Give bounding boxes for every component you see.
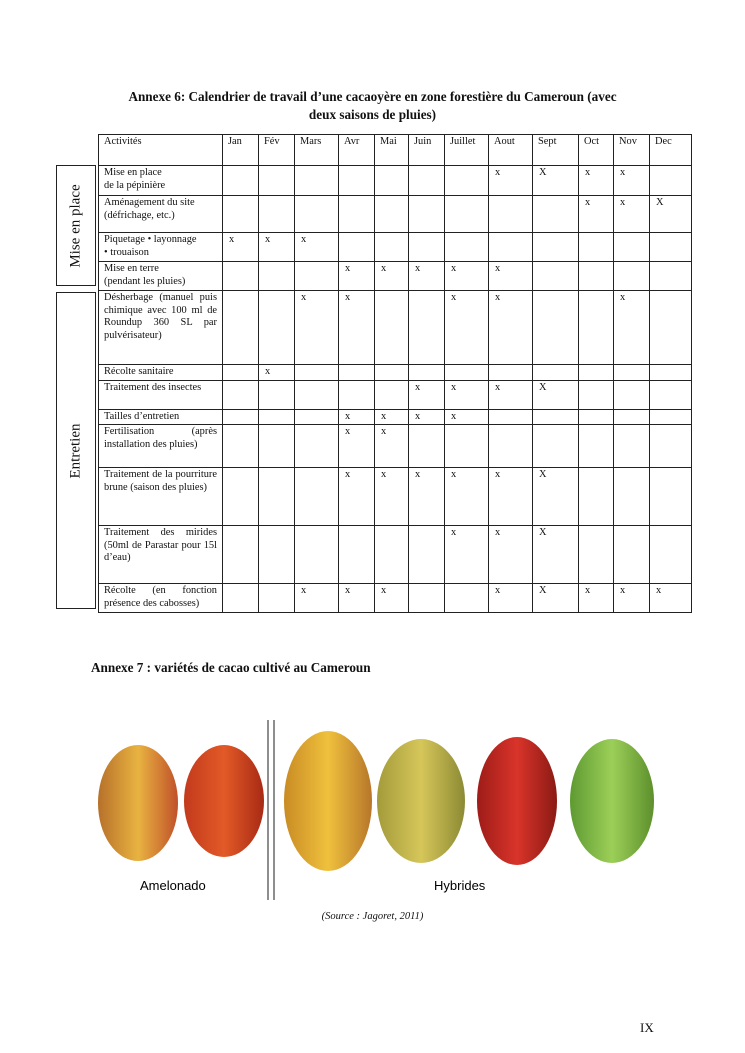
- month-mark-cell: [579, 409, 614, 425]
- month-mark-cell: x: [295, 291, 339, 365]
- month-mark-cell: [445, 233, 489, 262]
- month-mark-cell: [295, 425, 339, 468]
- month-mark-cell: [579, 425, 614, 468]
- table-header-row: [99, 135, 692, 166]
- month-mark-cell: [614, 409, 650, 425]
- month-mark-cell: [579, 468, 614, 526]
- header-activities: Activités: [99, 135, 223, 166]
- activity-cell: Récolte (en fonction présence des cabosses): [99, 584, 223, 613]
- month-mark-cell: [259, 584, 295, 613]
- table-row: [99, 380, 692, 409]
- table-row: [99, 425, 692, 468]
- table-row: [99, 233, 692, 262]
- month-mark-cell: x: [614, 196, 650, 233]
- month-mark-cell: [223, 409, 259, 425]
- annexe6-title-line2: deux saisons de pluies): [308, 107, 437, 122]
- month-mark-cell: [375, 196, 409, 233]
- month-mark-cell: [489, 365, 533, 381]
- group-label: Mise en place: [67, 183, 84, 268]
- month-mark-cell: [614, 262, 650, 291]
- month-mark-cell: [579, 233, 614, 262]
- month-mark-cell: x: [375, 262, 409, 291]
- month-mark-cell: [223, 196, 259, 233]
- month-mark-cell: [579, 526, 614, 584]
- month-mark-cell: [259, 380, 295, 409]
- month-mark-cell: [375, 166, 409, 196]
- month-mark-cell: x: [489, 262, 533, 291]
- month-mark-cell: x: [650, 584, 692, 613]
- group-entretien: [56, 292, 96, 609]
- month-mark-cell: x: [445, 526, 489, 584]
- month-mark-cell: X: [533, 526, 579, 584]
- month-mark-cell: X: [650, 196, 692, 233]
- month-mark-cell: [614, 365, 650, 381]
- month-mark-cell: [650, 233, 692, 262]
- annexe6-title: [60, 88, 685, 124]
- month-mark-cell: [259, 166, 295, 196]
- month-mark-cell: [339, 196, 375, 233]
- month-mark-cell: [533, 409, 579, 425]
- month-mark-cell: x: [223, 233, 259, 262]
- month-mark-cell: [409, 233, 445, 262]
- month-mark-cell: [489, 409, 533, 425]
- month-mark-cell: x: [339, 291, 375, 365]
- month-mark-cell: x: [489, 526, 533, 584]
- table-row: [99, 196, 692, 233]
- month-mark-cell: [650, 425, 692, 468]
- activity-cell: Tailles d’entretien: [99, 409, 223, 425]
- work-calendar-table: [98, 134, 692, 613]
- month-mark-cell: [339, 166, 375, 196]
- header-month: Aout: [489, 135, 533, 166]
- month-mark-cell: [650, 380, 692, 409]
- month-mark-cell: [375, 291, 409, 365]
- month-mark-cell: [650, 291, 692, 365]
- header-month: Avr: [339, 135, 375, 166]
- month-mark-cell: x: [614, 291, 650, 365]
- table-row: [99, 291, 692, 365]
- month-mark-cell: [295, 526, 339, 584]
- activity-cell: Traitement des mirides (50ml de Parastar pour 15l d’eau): [99, 526, 223, 584]
- month-mark-cell: x: [295, 233, 339, 262]
- month-mark-cell: x: [409, 468, 445, 526]
- amelonado-label: Amelonado: [140, 878, 206, 893]
- month-mark-cell: [223, 468, 259, 526]
- month-mark-cell: [614, 468, 650, 526]
- month-mark-cell: [489, 425, 533, 468]
- month-mark-cell: [579, 291, 614, 365]
- month-mark-cell: [579, 380, 614, 409]
- month-mark-cell: [533, 365, 579, 381]
- hybrid-pod-icon: [570, 739, 654, 863]
- month-mark-cell: [445, 584, 489, 613]
- month-mark-cell: [614, 425, 650, 468]
- source-caption: (Source : Jagoret, 2011): [321, 911, 424, 922]
- month-mark-cell: [445, 196, 489, 233]
- month-mark-cell: [614, 380, 650, 409]
- month-mark-cell: [295, 196, 339, 233]
- header-month: Juillet: [445, 135, 489, 166]
- hybrides-label: Hybrides: [434, 878, 486, 893]
- month-mark-cell: [650, 526, 692, 584]
- month-mark-cell: [445, 425, 489, 468]
- month-mark-cell: [650, 409, 692, 425]
- month-mark-cell: [409, 166, 445, 196]
- month-mark-cell: X: [533, 166, 579, 196]
- month-mark-cell: [375, 233, 409, 262]
- month-mark-cell: X: [533, 584, 579, 613]
- month-mark-cell: [533, 262, 579, 291]
- month-mark-cell: X: [533, 380, 579, 409]
- month-mark-cell: [259, 526, 295, 584]
- month-mark-cell: x: [409, 409, 445, 425]
- activity-cell: Récolte sanitaire: [99, 365, 223, 381]
- month-mark-cell: [409, 291, 445, 365]
- month-mark-cell: [259, 291, 295, 365]
- table-row: [99, 365, 692, 381]
- month-mark-cell: x: [445, 409, 489, 425]
- hybrid-pod-icon: [477, 737, 557, 865]
- month-mark-cell: x: [339, 409, 375, 425]
- month-mark-cell: [295, 262, 339, 291]
- month-mark-cell: x: [339, 262, 375, 291]
- month-mark-cell: [409, 584, 445, 613]
- month-mark-cell: [489, 196, 533, 233]
- header-month: Mars: [295, 135, 339, 166]
- month-mark-cell: [223, 166, 259, 196]
- table-row: [99, 409, 692, 425]
- month-mark-cell: [409, 196, 445, 233]
- hybrid-pod-icon: [377, 739, 465, 863]
- page-number: IX: [640, 1020, 654, 1035]
- month-mark-cell: [295, 365, 339, 381]
- month-mark-cell: x: [375, 425, 409, 468]
- month-mark-cell: [223, 425, 259, 468]
- table-row: [99, 468, 692, 526]
- activity-cell: Traitement des insectes: [99, 380, 223, 409]
- month-mark-cell: x: [409, 262, 445, 291]
- month-mark-cell: [375, 365, 409, 381]
- month-mark-cell: [533, 233, 579, 262]
- month-mark-cell: [339, 526, 375, 584]
- month-mark-cell: [445, 166, 489, 196]
- month-mark-cell: [259, 425, 295, 468]
- table-row: [99, 584, 692, 613]
- month-mark-cell: [223, 365, 259, 381]
- month-mark-cell: x: [489, 468, 533, 526]
- month-mark-cell: [223, 262, 259, 291]
- month-mark-cell: [223, 584, 259, 613]
- activity-cell: Mise en place de la pépinière: [99, 166, 223, 196]
- month-mark-cell: [579, 262, 614, 291]
- month-mark-cell: x: [259, 233, 295, 262]
- month-mark-cell: x: [445, 262, 489, 291]
- activity-cell: Désherbage (manuel puis chimique avec 100 ml de Roundup 360 SL par pulvérisateur): [99, 291, 223, 365]
- month-mark-cell: [650, 166, 692, 196]
- month-mark-cell: [259, 468, 295, 526]
- month-mark-cell: [614, 526, 650, 584]
- month-mark-cell: x: [295, 584, 339, 613]
- month-mark-cell: x: [489, 166, 533, 196]
- activity-cell: Fertilisation (après installation des pluies): [99, 425, 223, 468]
- month-mark-cell: [650, 262, 692, 291]
- month-mark-cell: [339, 380, 375, 409]
- month-mark-cell: x: [339, 584, 375, 613]
- month-mark-cell: [579, 365, 614, 381]
- month-mark-cell: x: [614, 584, 650, 613]
- month-mark-cell: [339, 365, 375, 381]
- header-month: Juin: [409, 135, 445, 166]
- month-mark-cell: [533, 425, 579, 468]
- month-mark-cell: [614, 233, 650, 262]
- annexe6-title-line1: Annexe 6: Calendrier de travail d’une cacaoyère en zone forestière du Cameroun (avec: [128, 89, 617, 104]
- activity-cell: Piquetage • layonnage • trouaison: [99, 233, 223, 262]
- header-month: Nov: [614, 135, 650, 166]
- month-mark-cell: x: [339, 425, 375, 468]
- amelonado-pod-icon: [98, 745, 178, 861]
- month-mark-cell: x: [445, 468, 489, 526]
- table-row: [99, 262, 692, 291]
- month-mark-cell: x: [375, 584, 409, 613]
- month-mark-cell: [489, 233, 533, 262]
- header-month: Dec: [650, 135, 692, 166]
- month-mark-cell: [223, 526, 259, 584]
- month-mark-cell: x: [409, 380, 445, 409]
- month-mark-cell: x: [339, 468, 375, 526]
- group-label: Entretien: [67, 423, 84, 478]
- month-mark-cell: [650, 468, 692, 526]
- table-row: [99, 526, 692, 584]
- hybrid-pod-icon: [284, 731, 372, 871]
- month-mark-cell: x: [614, 166, 650, 196]
- month-mark-cell: [445, 365, 489, 381]
- month-mark-cell: [259, 409, 295, 425]
- table-row: [99, 166, 692, 196]
- month-mark-cell: [339, 233, 375, 262]
- header-month: Oct: [579, 135, 614, 166]
- month-mark-cell: x: [489, 584, 533, 613]
- month-mark-cell: [409, 526, 445, 584]
- month-mark-cell: [375, 380, 409, 409]
- month-mark-cell: [295, 166, 339, 196]
- month-mark-cell: [223, 291, 259, 365]
- cocoa-varieties-photo: [92, 715, 662, 905]
- header-month: Sept: [533, 135, 579, 166]
- annexe7-title: Annexe 7 : variétés de cacao cultivé au Cameroun: [91, 660, 371, 675]
- month-mark-cell: x: [489, 380, 533, 409]
- month-mark-cell: x: [445, 380, 489, 409]
- month-mark-cell: x: [445, 291, 489, 365]
- month-mark-cell: x: [259, 365, 295, 381]
- header-month: Mai: [375, 135, 409, 166]
- month-mark-cell: [650, 365, 692, 381]
- month-mark-cell: [409, 365, 445, 381]
- month-mark-cell: [295, 409, 339, 425]
- group-mise-en-place: [56, 165, 96, 286]
- month-mark-cell: x: [375, 409, 409, 425]
- month-mark-cell: [375, 526, 409, 584]
- header-month: Fév: [259, 135, 295, 166]
- header-month: Jan: [223, 135, 259, 166]
- activity-cell: Aménagement du site (défrichage, etc.): [99, 196, 223, 233]
- month-mark-cell: [295, 468, 339, 526]
- month-mark-cell: [259, 196, 295, 233]
- month-mark-cell: [533, 291, 579, 365]
- month-mark-cell: x: [579, 584, 614, 613]
- month-mark-cell: X: [533, 468, 579, 526]
- month-mark-cell: [223, 380, 259, 409]
- month-mark-cell: [409, 425, 445, 468]
- month-mark-cell: [259, 262, 295, 291]
- month-mark-cell: x: [579, 196, 614, 233]
- activity-cell: Traitement de la pourriture brune (saison des pluies): [99, 468, 223, 526]
- month-mark-cell: x: [375, 468, 409, 526]
- month-mark-cell: [295, 380, 339, 409]
- activity-cell: Mise en terre (pendant les pluies): [99, 262, 223, 291]
- month-mark-cell: x: [489, 291, 533, 365]
- month-mark-cell: x: [579, 166, 614, 196]
- month-mark-cell: [533, 196, 579, 233]
- amelonado-pod-icon: [184, 745, 264, 857]
